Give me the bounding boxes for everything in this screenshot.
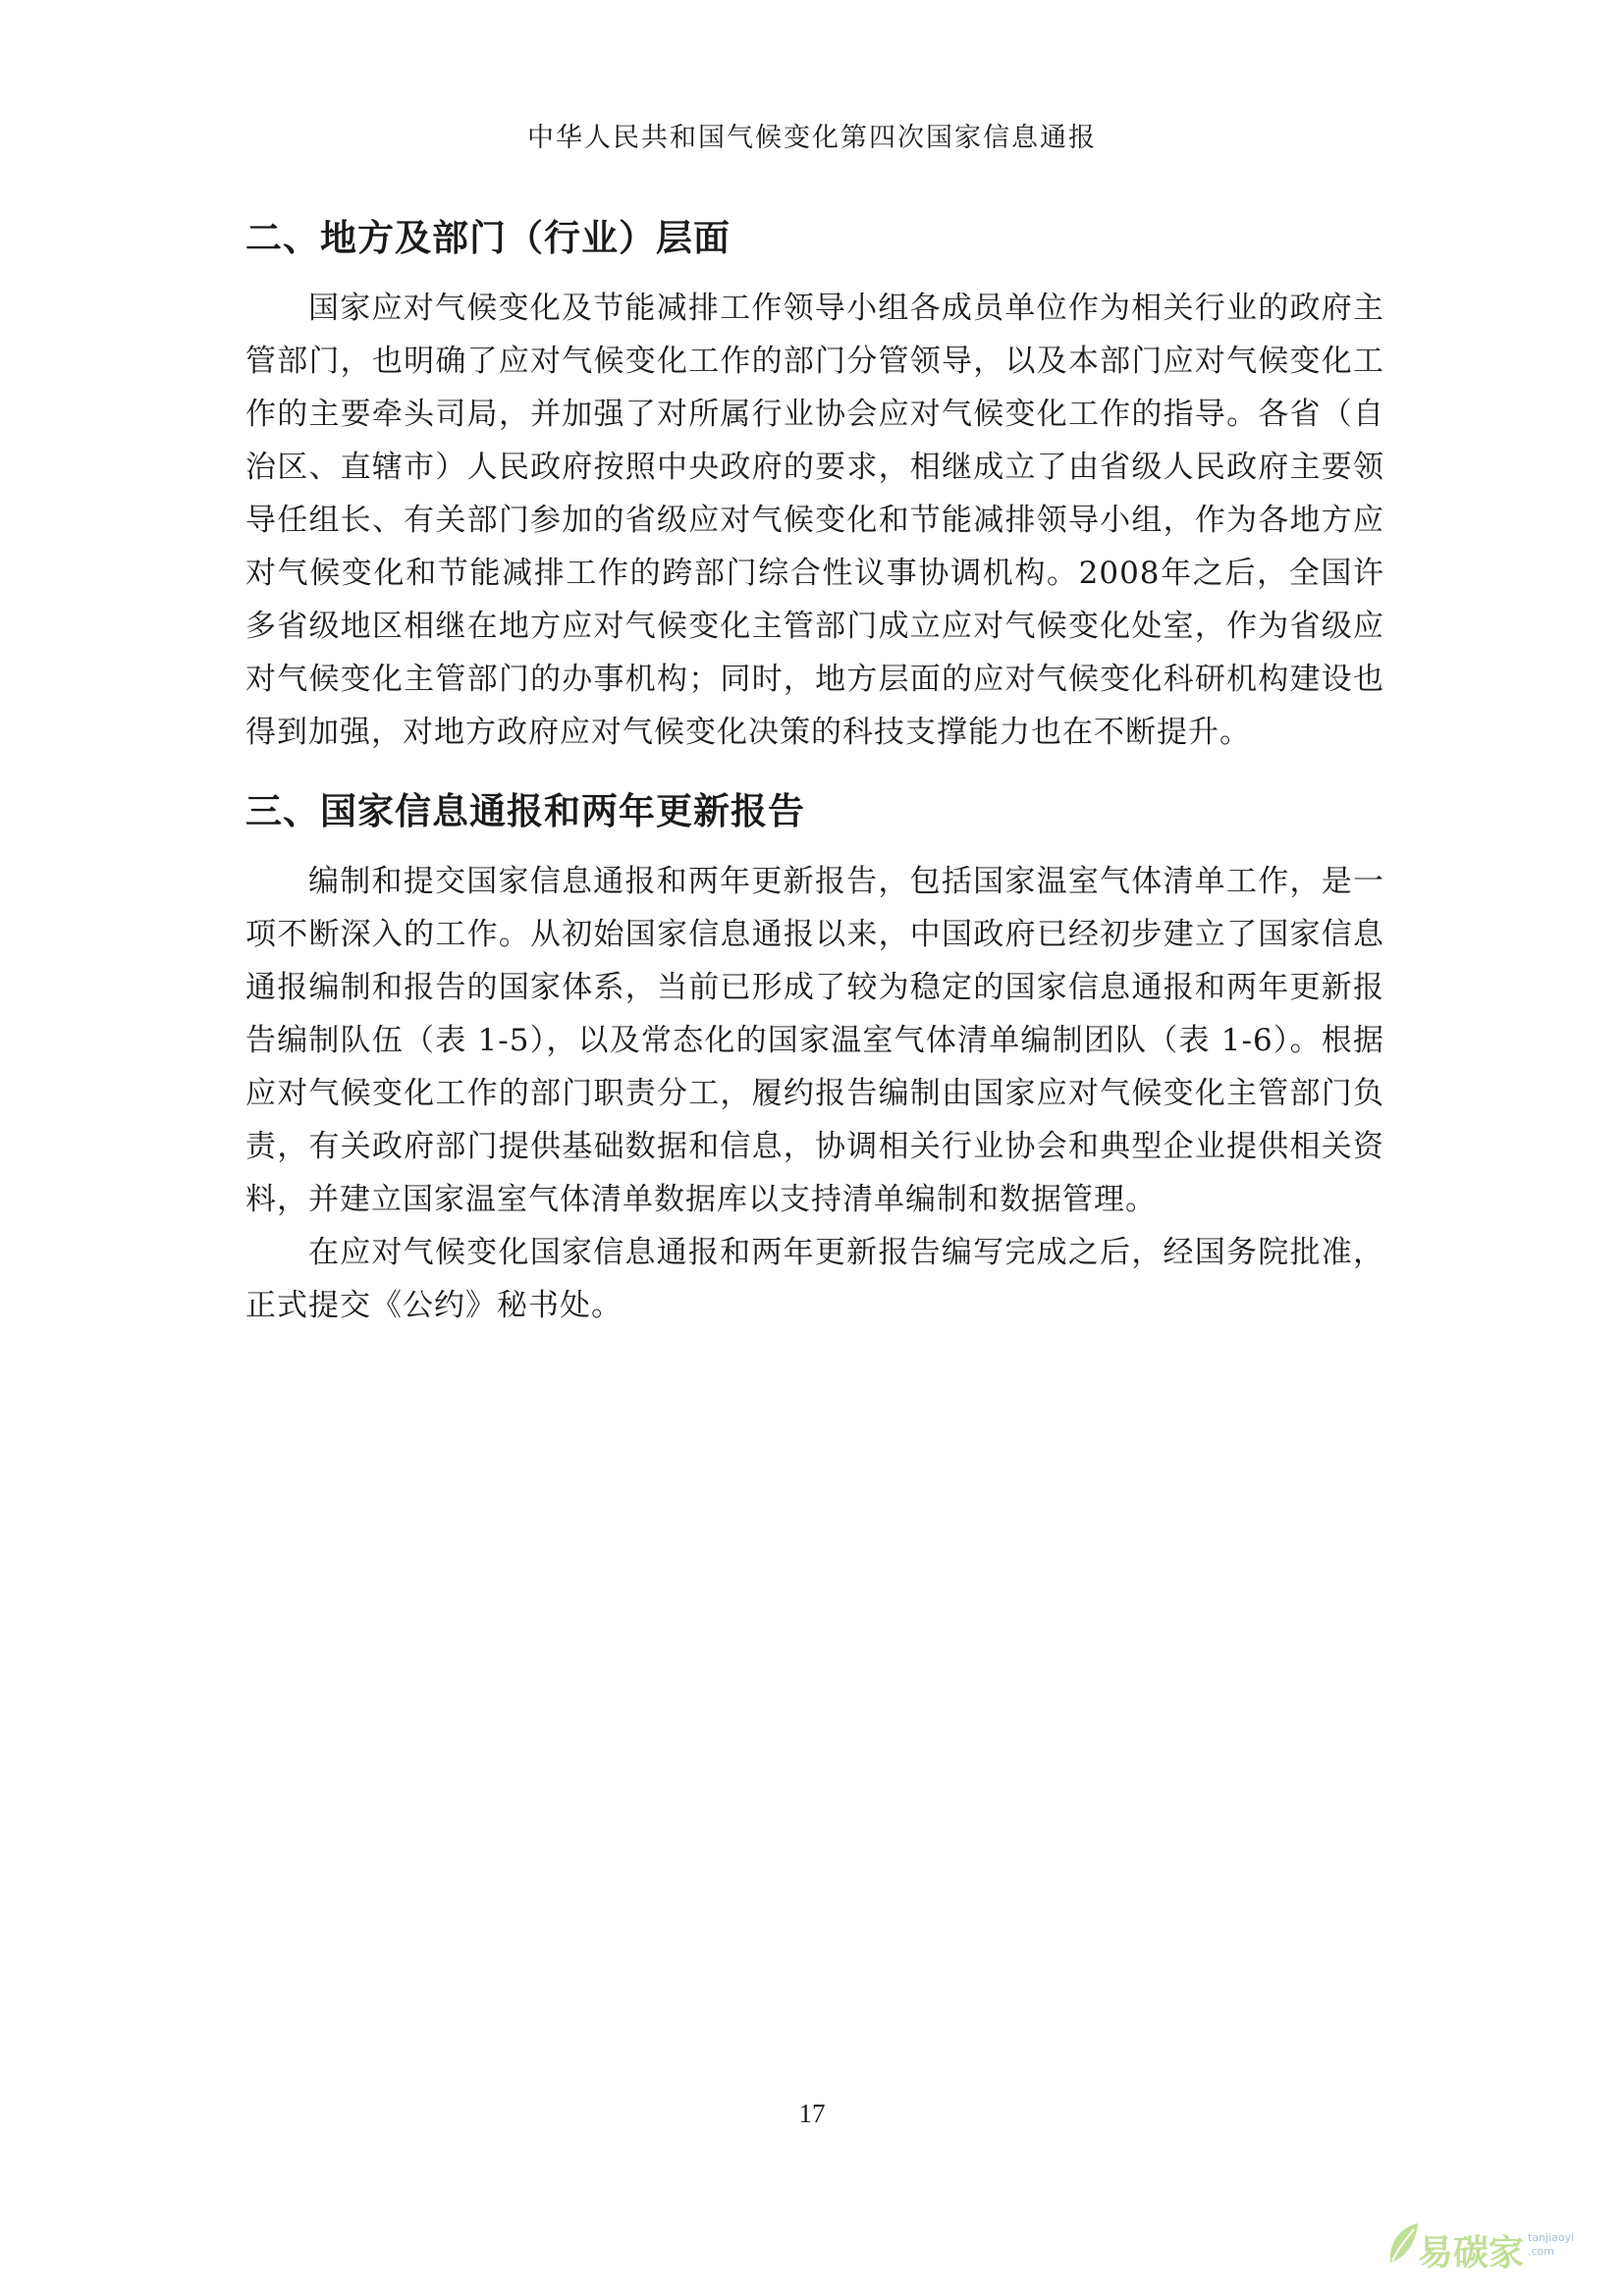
- body-paragraph: 编制和提交国家信息通报和两年更新报告，包括国家温室气体清单工作，是一项不断深入的工作。从初始国家信息通报以来，中国政府已经初步建立了国家信息通报编制和报告的国家体系，当前已形成了较为稳定的国家信息通报和两年更新报告编制队伍（表 1-5），以及常态化的国家温室气体清单编制团队（表 1-6）。根据应对气候变化工作的部门职责分工，履约报告编制由国家应对气候变化主管部门负责，有关政府部门提供基础数据和信息，协调相关行业协会和典型企业提供相关资料，并建立国家温室气体清单数据库以支持清单编制和数据管理。: [245, 864, 1384, 1217]
- body-paragraph: 在应对气候变化国家信息通报和两年更新报告编写完成之后，经国务院批准，正式提交《公约》秘书处。: [245, 1235, 1384, 1323]
- section-heading-local-departments: 二、地方及部门（行业）层面: [245, 217, 731, 259]
- watermark-domain: [1528, 2231, 1574, 2259]
- watermark-logo: [1382, 2219, 1589, 2280]
- watermark-domain-bottom: .com: [1528, 2245, 1554, 2258]
- section-body-national-communications: [245, 855, 1384, 1332]
- body-paragraph: 国家应对气候变化及节能减排工作领导小组各成员单位作为相关行业的政府主管部门，也明确了应对气候变化工作的部门分管领导，以及本部门应对气候变化工作的主要牵头司局，并加强了对所属行业协会应对气候变化工作的指导。各省（自治区、直辖市）人民政府按照中央政府的要求，相继成立了由省级人民政府主要领导任组长、有关部门参加的省级应对气候变化和节能减排领导小组，作为各地方应对气候变化和节能减排工作的跨部门综合性议事协调机构。2008年之后，全国许多省级地区相继在地方应对气候变化主管部门成立应对气候变化处室，作为省级应对气候变化主管部门的办事机构；同时，地方层面的应对气候变化科研机构建设也得到加强，对地方政府应对气候变化决策的科技支撑能力也在不断提升。: [245, 291, 1384, 750]
- watermark-brand: 易碳家: [1418, 2233, 1525, 2273]
- section-body-local-departments: [245, 282, 1384, 759]
- leaf-icon: [1382, 2219, 1422, 2270]
- running-header: 中华人民共和国气候变化第四次国家信息通报: [527, 123, 1097, 153]
- watermark-domain-top: tanjiaoyi: [1528, 2231, 1575, 2244]
- section-heading-national-communications: 三、国家信息通报和两年更新报告: [245, 790, 805, 832]
- page-number: 17: [798, 2099, 826, 2128]
- page-body: [245, 211, 1384, 1332]
